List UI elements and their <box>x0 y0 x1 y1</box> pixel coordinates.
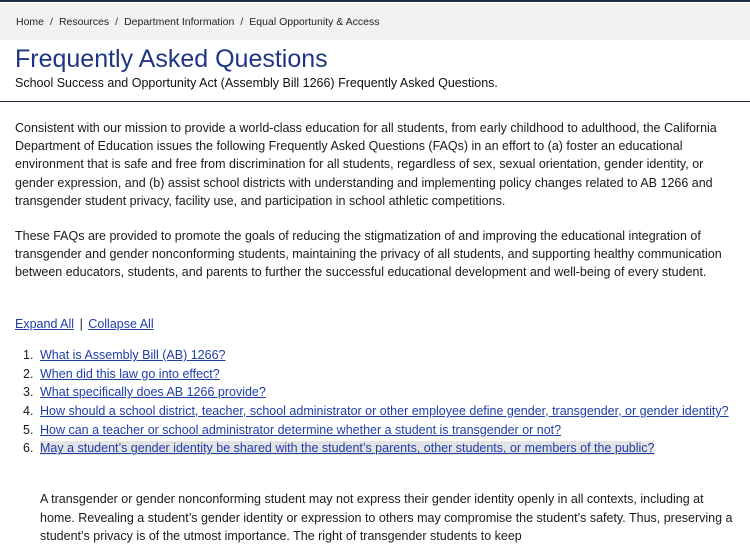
faq-item <box>15 384 737 400</box>
page-title: Frequently Asked Questions <box>15 45 328 73</box>
faq-answer-6: A transgender or gender nonconforming student may not express their gender identity openly in all contexts, including at home. Revealing a student’s gender identity or expression to others may compromise the student’s safety. Thus, preserving a student’s privacy is of the utmost importance. The right of transgender students to keep <box>40 492 733 543</box>
faq-list <box>15 347 737 459</box>
faq-question-link[interactable]: When did this law go into effect? <box>40 366 220 381</box>
faq-number: 4. <box>23 404 34 419</box>
breadcrumb-department-information[interactable]: Department Information <box>124 15 235 28</box>
page-subtitle: School Success and Opportunity Act (Assembly Bill 1266) Frequently Asked Questions. <box>15 76 498 90</box>
faq-number: 6. <box>23 441 34 456</box>
breadcrumb-separator: / <box>115 15 119 28</box>
breadcrumb-home[interactable]: Home <box>16 15 45 28</box>
intro-paragraph-1: Consistent with our mission to provide a world-class education for all students, from early childhood to adulthood, the California Department of Education issues the following Frequently Asked Questions (FAQs) in an effort to (a) foster an educational environment that is safe and free from discrimination for all students, regardless of sex, sexual orientation, gender identity, or gender expression, and (b) assist school districts with understanding and implementing policy changes related to AB 1266 and transgender student privacy, facility use, and participation in school athletic competitions. <box>15 121 717 208</box>
faq-question-link[interactable]: How should a school district, teacher, school administrator or other employee define gender, transgender, or gender identity? <box>40 404 729 419</box>
faq-number: 3. <box>23 385 34 400</box>
expand-collapse-controls <box>15 317 154 331</box>
faq-item-expanded <box>15 440 737 456</box>
faq-question-link[interactable]: May a student’s gender identity be shared with the student’s parents, other students, or members of the public? <box>40 441 655 456</box>
controls-divider: | <box>79 317 83 331</box>
faq-number: 2. <box>23 366 34 381</box>
faq-question-link[interactable]: What is Assembly Bill (AB) 1266? <box>40 348 226 362</box>
faq-item <box>15 422 737 438</box>
faq-item <box>15 347 737 363</box>
intro-paragraph-2: These FAQs are provided to promote the goals of reducing the stigmatization of and improving the educational integration of transgender and gender nonconforming students, maintaining the privacy of all students, and supporting healthy communication between educators, students, and parents to further the successful educational development and well-being of every student. <box>15 229 722 280</box>
header-divider <box>0 101 750 102</box>
faq-number: 5. <box>23 422 34 437</box>
breadcrumb-resources[interactable]: Resources <box>58 15 110 28</box>
breadcrumb-equal-opportunity[interactable]: Equal Opportunity & Access <box>249 15 380 28</box>
faq-item <box>15 403 737 419</box>
faq-item <box>15 366 737 382</box>
faq-question-link[interactable]: How can a teacher or school administrator determine whether a student is transgender or not? <box>40 422 562 437</box>
breadcrumb <box>0 3 750 40</box>
top-border <box>0 0 750 2</box>
expand-all-link[interactable]: Expand All <box>15 317 75 331</box>
faq-number: 1. <box>23 348 34 362</box>
faq-question-link[interactable]: What specifically does AB 1266 provide? <box>40 385 266 400</box>
breadcrumb-separator: / <box>50 15 53 28</box>
collapse-all-link[interactable]: Collapse All <box>88 317 154 331</box>
breadcrumb-separator: / <box>240 15 244 28</box>
